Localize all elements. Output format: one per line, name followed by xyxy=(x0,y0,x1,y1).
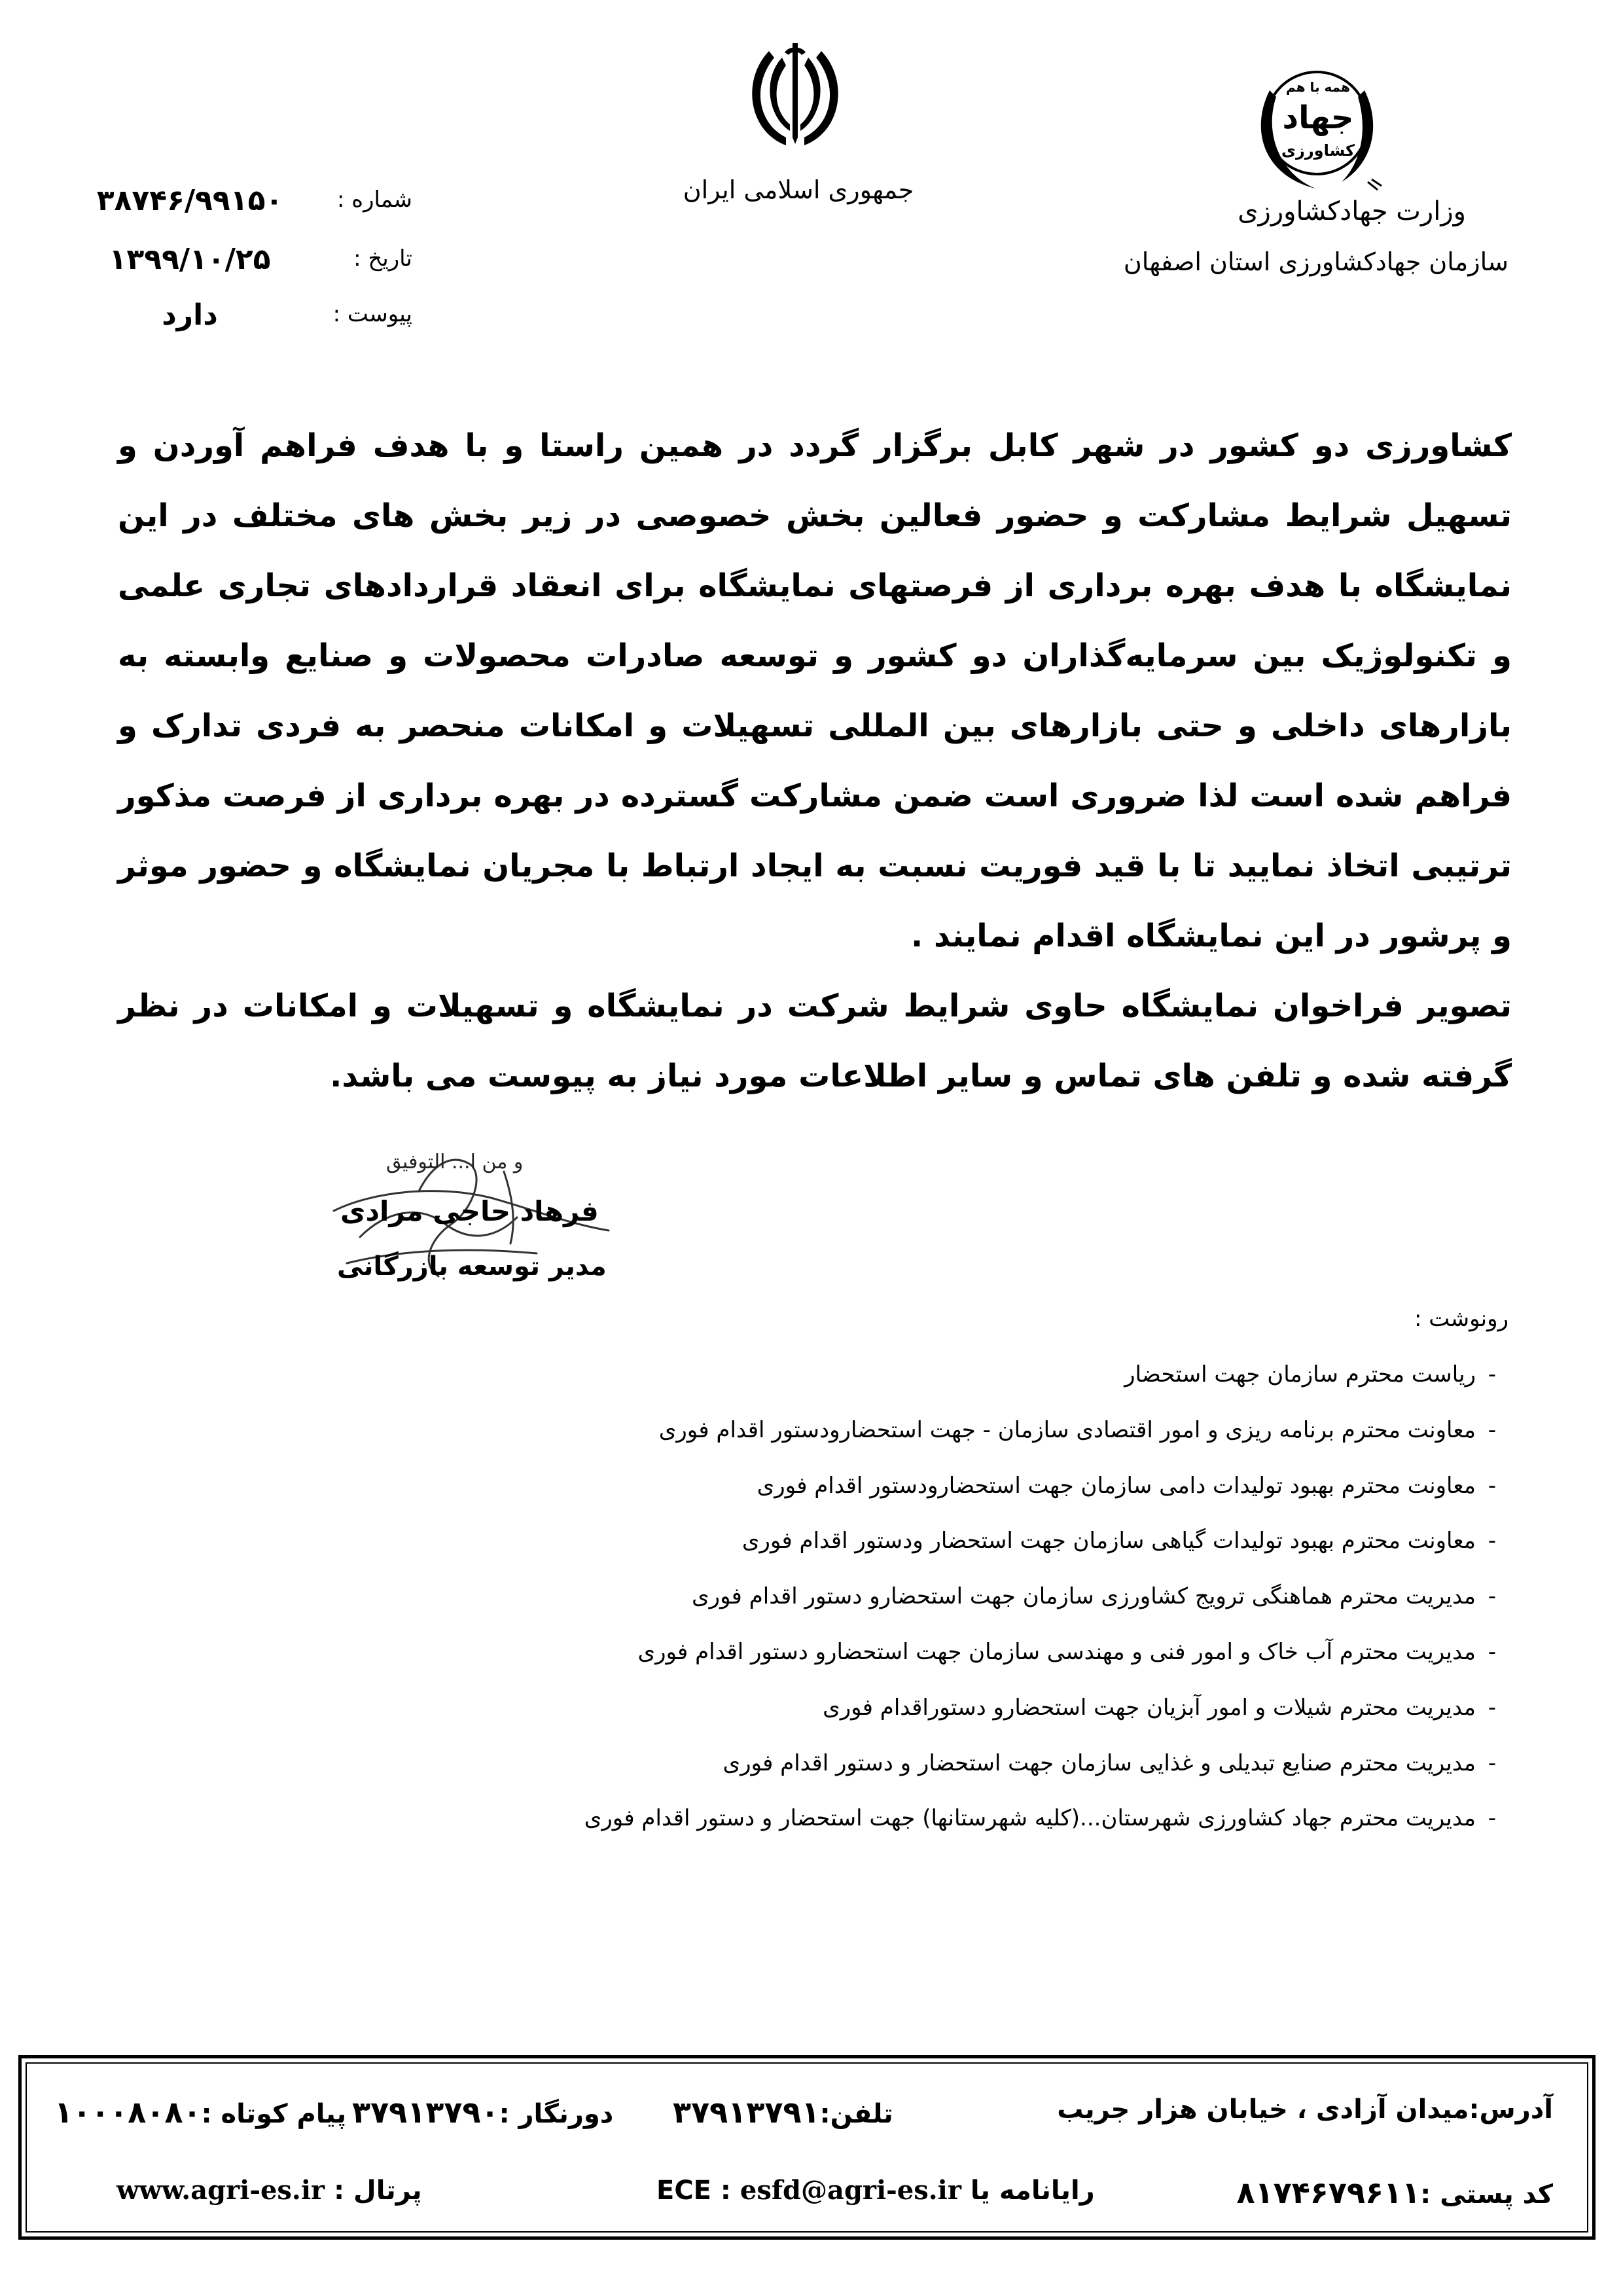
sms-value: ۱۰۰۰۸۰۸۰ xyxy=(54,2094,202,2130)
footer-contact-box xyxy=(18,2055,1596,2240)
portal-label: پرتال : xyxy=(334,2176,422,2206)
signatory-title: مدیر توسعه بازرگانی xyxy=(337,1251,607,1282)
letter-date-row xyxy=(72,245,412,291)
cc-list-item: -مدیریت محترم جهاد کشاورزی شهرستان...(کلیه شهرستانها) جهت استحضار و دستور اقدام فوری xyxy=(584,1805,1497,1832)
cc-item-text: مدیریت محترم شیلات و امور آبزیان جهت استحضارو دستوراقدام فوری xyxy=(823,1694,1476,1721)
email-label: رایانامه یا ECE : xyxy=(656,2176,1095,2206)
cc-list-item: -مدیریت محترم آب خاک و امور فنی و مهندسی سازمان جهت استحضارو دستور اقدام فوری xyxy=(637,1638,1497,1665)
phone-label: تلفن: xyxy=(819,2099,893,2129)
organization-name: سازمان جهادکشاورزی استان اصفهان xyxy=(1123,247,1508,276)
footer-fax xyxy=(352,2094,613,2130)
country-name: جمهوری اسلامی ایران xyxy=(683,175,914,204)
portal-link[interactable]: www.agri-es.ir xyxy=(116,2175,325,2206)
cc-item-text: مدیریت محترم آب خاک و امور فنی و مهندسی سازمان جهت استحضارو دستور اقدام فوری xyxy=(637,1638,1476,1665)
ministry-name: وزارت جهادکشاورزی xyxy=(1238,196,1466,226)
footer-phone xyxy=(673,2094,893,2130)
cc-item-text: مدیریت محترم جهاد کشاورزی شهرستان...(کلیه شهرستانها) جهت استحضار و دستور اقدام فوری xyxy=(584,1805,1476,1832)
cc-list xyxy=(265,1355,1508,1854)
letter-body xyxy=(118,411,1512,1111)
cc-item-text: مدیریت محترم هماهنگی ترویج کشاورزی سازمان جهت استحضارو دستور اقدام فوری xyxy=(692,1583,1476,1610)
footer-email xyxy=(656,2175,1095,2206)
letter-attachment-label: پیوست : xyxy=(332,301,412,327)
cc-list-item: -مدیریت محترم صنایع تبدیلی و غذایی سازمان جهت استحضار و دستور اقدام فوری xyxy=(722,1749,1497,1776)
address-value: میدان آزادی ، خیابان هزار جریب xyxy=(1057,2094,1469,2125)
footer-sms xyxy=(54,2094,346,2130)
body-paragraph-2: تصویر فراخوان نمایشگاه حاوی شرایط شرکت در نمایشگاه و تسهیلات و امکانات در نظر گرفته شده و تلفن های تماس و سایر اطلاعات مورد نیاز به پیوست می باشد. xyxy=(118,988,1512,1094)
logo-main-text: جهاد xyxy=(1282,99,1354,136)
cc-heading: رونوشت : xyxy=(1414,1306,1508,1332)
letter-number-value: ۳۸۷۴۶/۹۹۱۵۰ xyxy=(96,184,283,217)
footer-postal-code xyxy=(1237,2175,1554,2210)
postal-label: کد پستی : xyxy=(1420,2179,1553,2210)
logo-top-text: همه با هم xyxy=(1286,79,1350,95)
cc-list-item: -معاونت محترم برنامه ریزی و امور اقتصادی سازمان - جهت استحضارودستور اقدام فوری xyxy=(658,1416,1497,1443)
postal-value: ۸۱۷۴۶۷۹۶۱۱ xyxy=(1236,2175,1421,2210)
footer-portal xyxy=(116,2175,422,2206)
letter-date-value: ۱۳۹۹/۱۰/۲۵ xyxy=(109,243,271,276)
letter-number-label: شماره : xyxy=(337,187,412,213)
cc-list-item: -ریاست محترم سازمان جهت استحضار xyxy=(1124,1361,1497,1388)
cc-item-text: ریاست محترم سازمان جهت استحضار xyxy=(1124,1361,1476,1388)
cc-item-text: معاونت محترم بهبود تولیدات دامی سازمان جهت استحضارودستور اقدام فوری xyxy=(757,1472,1476,1499)
fax-label: دورنگار : xyxy=(499,2099,614,2129)
footer-address xyxy=(1057,2094,1553,2125)
logo-bottom-text: کشاورزی xyxy=(1281,141,1355,160)
email-value[interactable]: esfd@agri-es.ir xyxy=(740,2175,961,2206)
cc-list-item: -معاونت محترم بهبود تولیدات دامی سازمان جهت استحضارودستور اقدام فوری xyxy=(757,1472,1497,1499)
cc-list-item: -معاونت محترم بهبود تولیدات گیاهی سازمان جهت استحضار ودستور اقدام فوری xyxy=(741,1528,1497,1554)
cc-item-text: معاونت محترم بهبود تولیدات گیاهی سازمان جهت استحضار ودستور اقدام فوری xyxy=(741,1528,1476,1554)
letter-date-label: تاریخ : xyxy=(353,245,412,272)
cc-list-item: -مدیریت محترم هماهنگی ترویج کشاورزی سازمان جهت استحضارو دستور اقدام فوری xyxy=(692,1583,1497,1610)
jihad-agriculture-logo xyxy=(1243,51,1394,202)
signatory-name: فرهاد حاجی مرادی xyxy=(340,1195,599,1227)
cc-item-text: معاونت محترم برنامه ریزی و امور اقتصادی سازمان - جهت استحضارودستور اقدام فوری xyxy=(658,1416,1476,1443)
fax-value: ۳۷۹۱۳۷۹۰ xyxy=(352,2094,499,2130)
cc-item-text: مدیریت محترم صنایع تبدیلی و غذایی سازمان جهت استحضار و دستور اقدام فوری xyxy=(722,1749,1476,1776)
sms-label: پیام کوتاه : xyxy=(201,2099,347,2129)
letter-number-row xyxy=(72,184,412,232)
letter-attachment-value: دارد xyxy=(162,298,218,332)
cc-list-item: -مدیریت محترم شیلات و امور آبزیان جهت استحضارو دستوراقدام فوری xyxy=(823,1694,1497,1721)
letter-attachment-row xyxy=(72,298,412,347)
iran-emblem-icon xyxy=(743,39,847,151)
address-label: آدرس: xyxy=(1469,2094,1553,2125)
body-paragraph-1: کشاورزی دو کشور در شهر کابل برگزار گردد در همین راستا و با هدف فراهم آوردن و تسهیل شرایط مشارکت و حضور فعالین بخش خصوصی در زیر بخش های مختلف در این نمایشگاه با هدف بهره برداری از فرصتهای نمایشگاه برای انعقاد قراردادهای تجاری علمی و تکنولوژیک بین سرمایه‌گذاران دو کشور و توسعه صادرات محصولات و صنایع وابسته به بازارهای داخلی و حتی بازارهای بین المللی تسهیلات و امکانات منحصر به فردی تدارک و فراهم شده است لذا ضروری است ضمن مشارکت گسترده در بهره برداری از فرصت مذکور ترتیبی اتخاذ نمایید تا با قید فوریت نسبت به ایجاد ارتباط با مجریان نمایشگاه و حضور موثر و پرشور در این نمایشگاه اقدام نمایند . xyxy=(118,427,1512,954)
phone-value: ۳۷۹۱۳۷۹۱ xyxy=(673,2094,820,2130)
signature-closing: و من ا... التوفیق xyxy=(386,1151,524,1174)
